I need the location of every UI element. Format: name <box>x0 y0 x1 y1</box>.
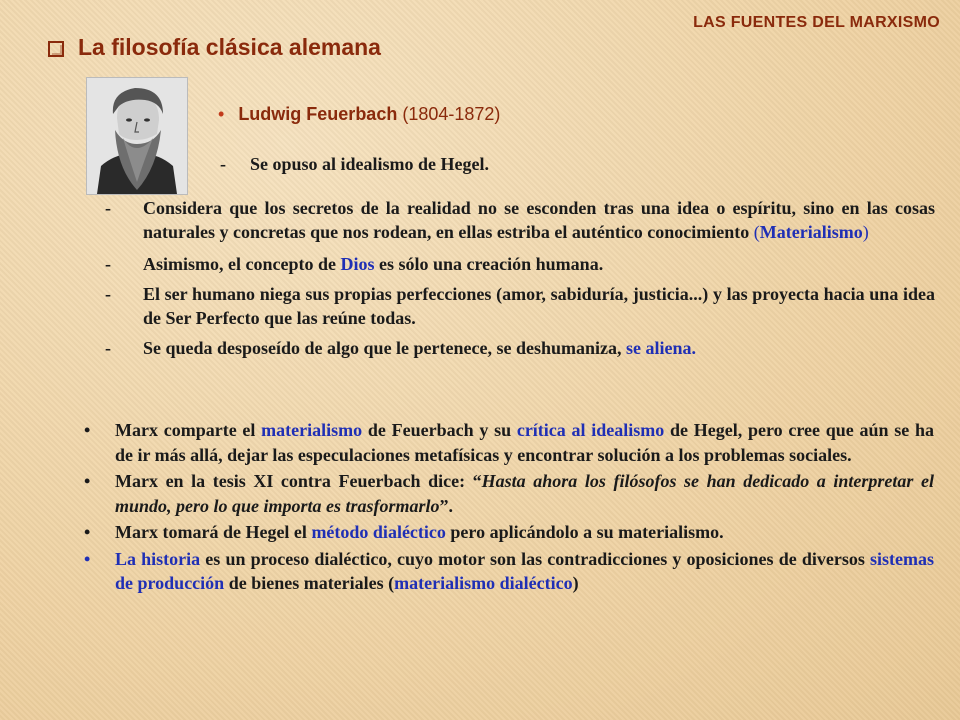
feuerbach-point-3-after: es sólo una creación humana. <box>374 254 604 274</box>
feuerbach-points <box>105 196 935 360</box>
feuerbach-point-5 <box>105 336 935 360</box>
bullet-icon: • <box>84 471 91 491</box>
bullet-icon: • <box>84 522 91 542</box>
dios-term: Dios <box>340 254 375 274</box>
feuerbach-point-4 <box>105 282 935 330</box>
feuerbach-point-3-before: Asimismo, el concepto de <box>143 254 341 274</box>
materialismo-term: Materialismo <box>759 222 863 242</box>
critica-idealismo-term: crítica al idealismo <box>516 420 665 440</box>
feuerbach-point-2-open: ( <box>753 222 760 242</box>
marx-point-4-c: ) <box>572 573 579 593</box>
bullet-icon: • <box>84 420 91 440</box>
marx-point-4-b: de bienes materiales ( <box>224 573 395 593</box>
marx-point-1-a: Marx comparte el <box>115 420 262 440</box>
marx-point-2 <box>80 469 934 518</box>
checkbox-icon <box>48 41 64 57</box>
feuerbach-point-2 <box>105 196 935 244</box>
marx-point-4-a: es un proceso dialéctico, cuyo motor son las contradicciones y oposiciones de diversos <box>200 548 870 569</box>
dash-marker: - <box>105 338 111 358</box>
dash-marker: - <box>105 284 111 304</box>
se-aliena-term: se aliena. <box>626 338 697 358</box>
tesis-xi-quote: Hasta ahora los filósofos se han dedicado a interpretar el mundo, pero lo que importa es trasformarlo <box>115 471 934 516</box>
portrait-image <box>86 77 188 195</box>
author-name: Ludwig Feuerbach <box>238 104 398 124</box>
marx-point-3 <box>80 520 934 545</box>
dash-marker: - <box>105 198 111 218</box>
marx-point-4 <box>80 547 934 596</box>
marx-point-3-b: pero aplicándolo a su materialismo. <box>445 522 724 542</box>
sistemas-produccion-term: sistemas de producción <box>115 548 934 593</box>
feuerbach-point-5-before: Se queda desposeído de algo que le pertenece, se deshumaniza, <box>143 338 627 358</box>
marx-point-1-b: de Feuerbach y su <box>362 420 517 440</box>
section-title <box>48 34 381 61</box>
feuerbach-point-2-close: ) <box>862 222 869 242</box>
bullet-icon: • <box>218 104 225 124</box>
metodo-dialectico-term: método dialéctico <box>311 522 446 542</box>
marx-point-2-b: ”. <box>439 495 454 516</box>
author-line <box>218 104 500 125</box>
marx-point-1-c: de Hegel, pero cree que aún se ha de ir más allá, dejar las especulaciones metafísicas y encontrar solución a los problemas sociales. <box>115 420 935 465</box>
section-title-text: La filosofía clásica alemana <box>78 34 381 60</box>
portrait-drawing <box>87 78 187 194</box>
marx-point-3-a: Marx tomará de Hegel el <box>115 522 312 542</box>
author-years: (1804-1872) <box>402 104 501 124</box>
bullet-icon: • <box>84 548 91 569</box>
marx-point-2-a: Marx en la tesis XI contra Feuerbach dice: “ <box>115 471 482 491</box>
marx-points <box>80 418 934 598</box>
feuerbach-point-1 <box>220 154 489 175</box>
materialismo-term: materialismo <box>261 420 363 440</box>
feuerbach-point-3 <box>105 252 935 276</box>
dash-marker: - <box>105 254 111 274</box>
marx-point-1 <box>80 418 934 467</box>
page-header-title: LAS FUENTES DEL MARXISMO <box>693 14 940 31</box>
feuerbach-point-1-text: Se opuso al idealismo de Hegel. <box>250 154 490 174</box>
materialismo-dialectico-term: materialismo dialéctico <box>394 573 573 593</box>
la-historia-term: La historia <box>115 548 201 569</box>
feuerbach-point-4-text: El ser humano niega sus propias perfecciones (amor, sabiduría, justicia...) y las proyecta hacia una idea de Ser Perfecto que las reúne todas. <box>143 284 935 328</box>
feuerbach-point-2-text: Considera que los secretos de la realidad no se esconden tras una idea o espíritu, sino en las cosas naturales y concretas que nos rodean, en ellas estriba el auténtico conocimiento <box>143 198 935 242</box>
dash-marker: - <box>220 154 226 174</box>
